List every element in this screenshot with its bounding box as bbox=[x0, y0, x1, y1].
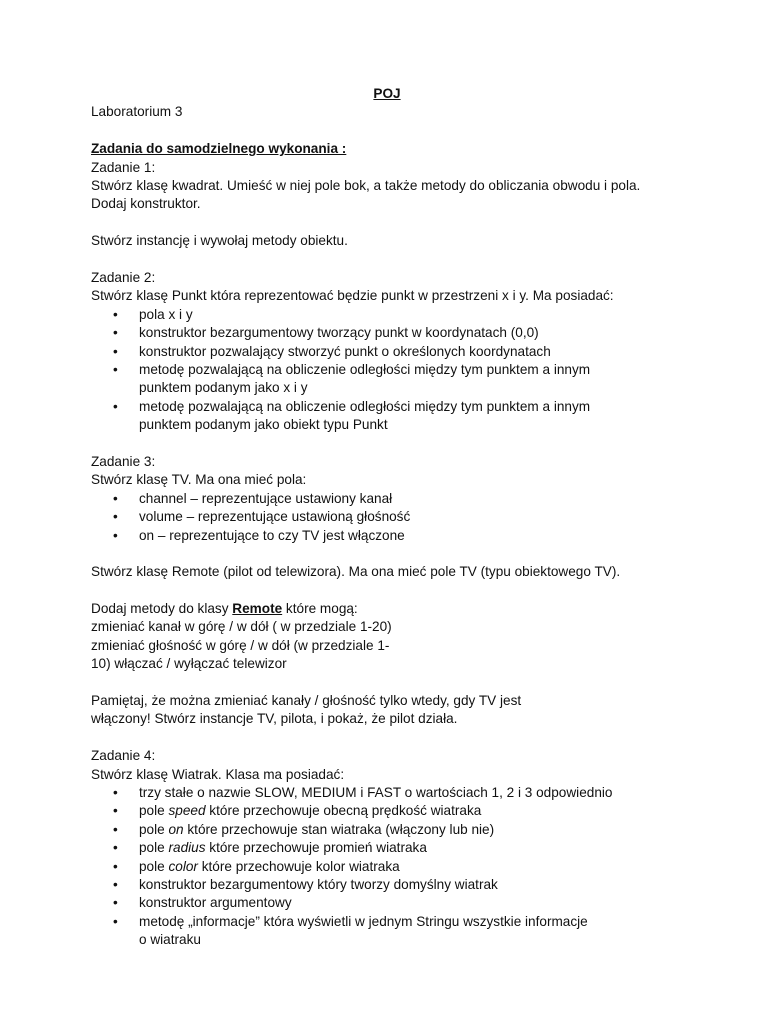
bullet-icon: • bbox=[113, 785, 118, 800]
task1-line: Stwórz klasę kwadrat. Umieść w niej pole bok, a także metody do obliczania obwodu i pola. bbox=[91, 177, 641, 193]
task3-method-line: zmieniać kanał w górę / w dół ( w przedziale 1-20) bbox=[91, 619, 392, 635]
list-item: • konstruktor argumentowy bbox=[91, 894, 671, 912]
section-title: Zadania do samodzielnego wykonania : bbox=[91, 141, 347, 157]
list-item: • on – reprezentujące to czy TV jest włączone bbox=[91, 527, 671, 545]
bullet-icon: • bbox=[113, 913, 118, 929]
list-item: • metodę pozwalającą na obliczenie odległości między tym punktem a innym punktem podanym jako obiekt typu Punkt bbox=[113, 398, 591, 433]
remote-keyword: Remote bbox=[232, 601, 283, 617]
lab-label: Laboratorium 3 bbox=[91, 104, 183, 120]
task3-note-line: włączony! Stwórz instancje TV, pilota, i pokaż, że pilot działa. bbox=[91, 711, 458, 727]
list-item: • pole radius które przechowuje promień wiatraka bbox=[91, 839, 671, 857]
list-item: • volume – reprezentujące ustawioną głośność bbox=[91, 508, 671, 526]
task2-intro: Stwórz klasę Punkt która reprezentować będzie punkt w przestrzeni x i y. Ma posiadać: bbox=[91, 288, 614, 304]
task2-heading: Zadanie 2: bbox=[91, 269, 156, 285]
bullet-icon: • bbox=[113, 821, 118, 837]
bullet-icon: • bbox=[113, 325, 118, 341]
task3-heading: Zadanie 3: bbox=[91, 453, 156, 469]
list-item: • metodę pozwalającą na obliczenie odległości między tym punktem a innym punktem podanym jako x i y bbox=[113, 361, 591, 396]
task1-line: Stwórz instancję i wywołaj metody obiektu. bbox=[91, 233, 348, 249]
task3-methods-line: Dodaj metody do klasy Remote które mogą: bbox=[91, 601, 358, 617]
list-item: • konstruktor bezargumentowy tworzący punkt w koordynatach (0,0) bbox=[91, 324, 671, 342]
task2-bullet-list bbox=[91, 306, 671, 435]
document-page bbox=[91, 85, 671, 950]
bullet-icon: • bbox=[113, 490, 118, 506]
list-item: • pole speed które przechowuje obecną prędkość wiatraka bbox=[91, 802, 671, 820]
bullet-icon: • bbox=[113, 361, 118, 377]
list-item: • metodę „informacje” która wyświetli w jednym Stringu wszystkie informacje o wiatraku bbox=[113, 913, 588, 948]
bullet-icon: • bbox=[113, 803, 118, 819]
bullet-icon: • bbox=[113, 840, 118, 856]
list-item: • pole on które przechowuje stan wiatraka (włączony lub nie) bbox=[91, 821, 671, 839]
task4-heading: Zadanie 4: bbox=[91, 748, 156, 764]
list-item: • trzy stałe o nazwie SLOW, MEDIUM i FAST o wartościach 1, 2 i 3 odpowiednio bbox=[91, 784, 671, 802]
task1-line: Dodaj konstruktor. bbox=[91, 196, 201, 212]
task3-bullet-list bbox=[91, 490, 671, 545]
bullet-icon: • bbox=[113, 858, 118, 874]
bullet-icon: • bbox=[113, 306, 118, 322]
task1-heading: Zadanie 1: bbox=[91, 159, 156, 175]
task3-remote-line: Stwórz klasę Remote (pilot od telewizora). Ma ona mieć pole TV (typu obiektowego TV). bbox=[91, 564, 621, 580]
bullet-icon: • bbox=[113, 895, 118, 911]
bullet-icon: • bbox=[113, 527, 118, 543]
list-item: • channel – reprezentujące ustawiony kanał bbox=[91, 490, 671, 508]
task3-note-line: Pamiętaj, że można zmieniać kanały / głośność tylko wtedy, gdy TV jest bbox=[91, 693, 522, 709]
document-title: POJ bbox=[373, 86, 401, 101]
list-item: • konstruktor pozwalający stworzyć punkt o określonych koordynatach bbox=[91, 343, 671, 361]
list-item: • konstruktor bezargumentowy który tworzy domyślny wiatrak bbox=[91, 876, 671, 894]
bullet-icon: • bbox=[113, 343, 118, 359]
list-item: • pola x i y bbox=[91, 306, 671, 324]
list-item: • pole color które przechowuje kolor wiatraka bbox=[91, 858, 671, 876]
task4-intro: Stwórz klasę Wiatrak. Klasa ma posiadać: bbox=[91, 766, 345, 782]
task4-bullet-list bbox=[91, 784, 671, 950]
task3-method-line: zmieniać głośność w górę / w dół (w przedziale 1- bbox=[91, 637, 390, 653]
bullet-icon: • bbox=[113, 877, 118, 893]
bullet-icon: • bbox=[113, 509, 118, 525]
task3-intro: Stwórz klasę TV. Ma ona mieć pola: bbox=[91, 472, 307, 488]
task3-method-line: 10) włączać / wyłączać telewizor bbox=[91, 656, 287, 672]
bullet-icon: • bbox=[113, 398, 118, 414]
